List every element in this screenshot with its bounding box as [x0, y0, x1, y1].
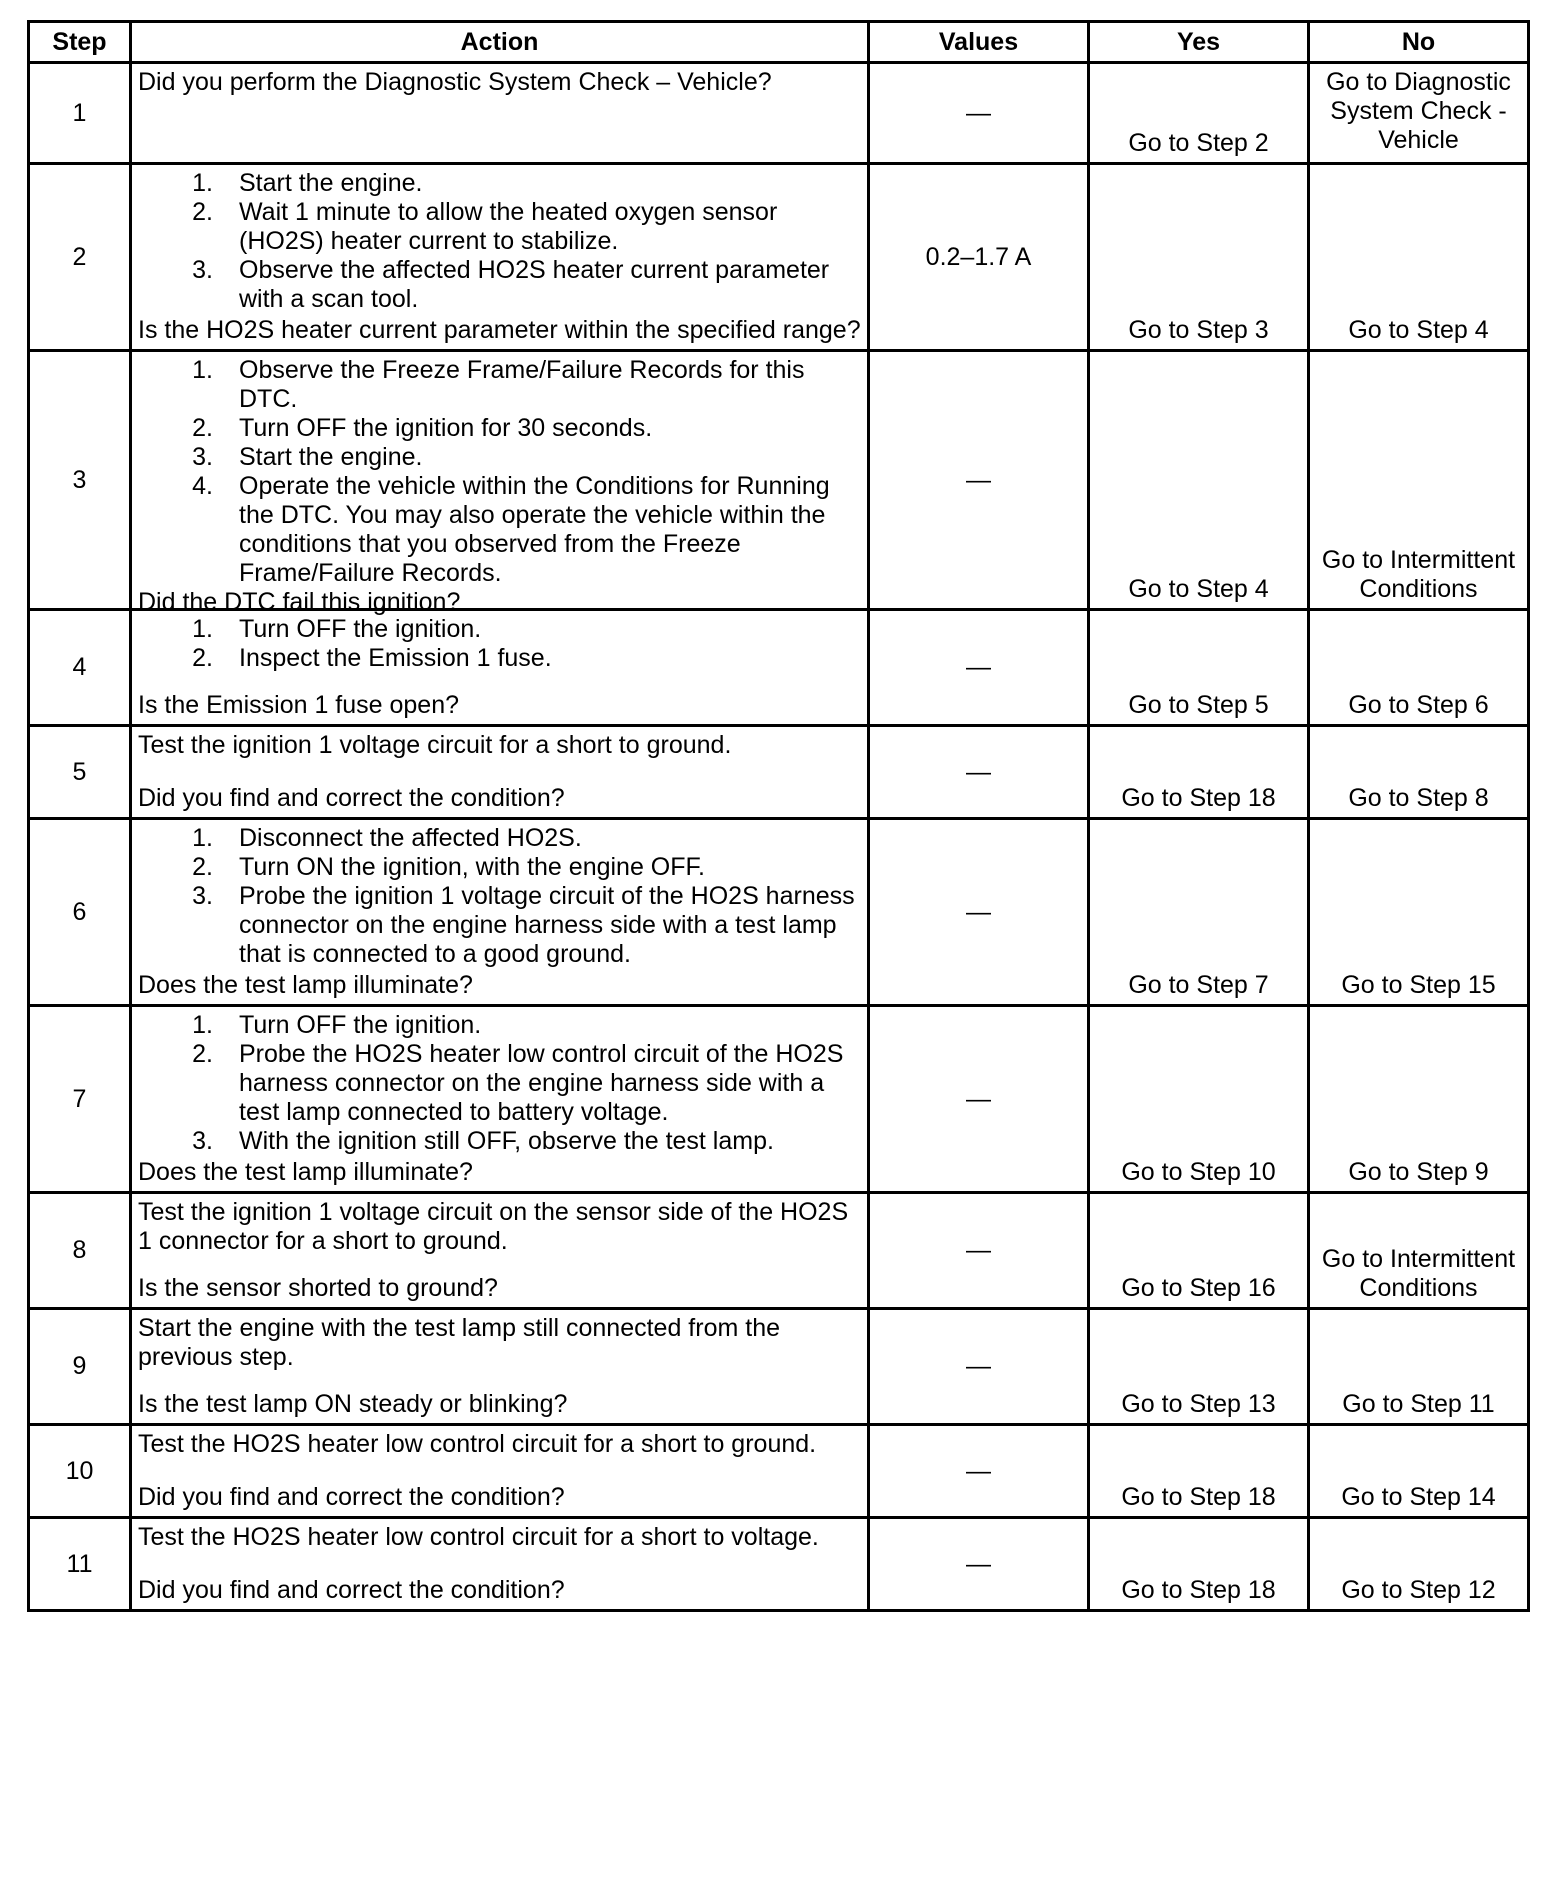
no-cell: Go to Intermittent Conditions	[1309, 351, 1529, 610]
no-cell: Go to Intermittent Conditions	[1309, 1193, 1529, 1309]
table-row	[29, 164, 1529, 351]
table-row	[29, 1518, 1529, 1611]
action-step-text: Inspect the Emission 1 fuse.	[239, 644, 552, 672]
step-number: 11	[29, 1518, 131, 1611]
step-number: 7	[29, 1006, 131, 1193]
step-number: 1	[29, 63, 131, 164]
action-step-item	[138, 1011, 861, 1040]
action-question: Is the Emission 1 fuse open?	[138, 691, 460, 719]
no-cell: Go to Step 8	[1309, 726, 1529, 819]
table-row	[29, 1193, 1529, 1309]
action-steps-list	[138, 1011, 861, 1156]
action-step-number: 3.	[192, 1127, 213, 1155]
step-number: 5	[29, 726, 131, 819]
action-step-text: Operate the vehicle within the Conditions for Running the DTC. You may also operate the vehicle within the conditions that you observed from the Freeze Frame/Failure Records.	[239, 472, 830, 587]
action-text: Did you perform the Diagnostic System Check – Vehicle?	[138, 68, 772, 96]
action-text: Test the ignition 1 voltage circuit for a short to ground.	[138, 731, 732, 759]
yes-cell: Go to Step 4	[1089, 351, 1309, 610]
action-question: Did you find and correct the condition?	[138, 1576, 565, 1604]
action-cell	[131, 164, 869, 351]
action-step-item	[138, 356, 861, 414]
no-cell: Go to Step 11	[1309, 1309, 1529, 1425]
action-steps-list	[138, 169, 861, 314]
action-question: Did you find and correct the condition?	[138, 784, 565, 812]
action-step-number: 2.	[192, 1040, 213, 1068]
action-cell	[131, 610, 869, 726]
action-step-text: Turn OFF the ignition for 30 seconds.	[239, 414, 653, 442]
value-cell: 0.2–1.7 A	[869, 164, 1089, 351]
action-question: Is the test lamp ON steady or blinking?	[138, 1390, 568, 1418]
no-cell: Go to Diagnostic System Check - Vehicle	[1309, 63, 1529, 164]
yes-cell: Go to Step 16	[1089, 1193, 1309, 1309]
action-step-number: 4.	[192, 472, 213, 500]
value-cell: —	[869, 1309, 1089, 1425]
table-row	[29, 610, 1529, 726]
yes-cell: Go to Step 2	[1089, 63, 1309, 164]
action-question: Is the HO2S heater current parameter within the specified range?	[138, 316, 861, 344]
action-step-item	[138, 853, 861, 882]
step-number: 6	[29, 819, 131, 1006]
action-question: Did the DTC fail this ignition?	[138, 588, 461, 616]
action-step-item	[138, 882, 861, 969]
action-step-number: 1.	[192, 169, 213, 197]
table-row	[29, 1425, 1529, 1518]
value-cell: —	[869, 351, 1089, 610]
header-action: Action	[131, 22, 869, 63]
header-row	[29, 22, 1529, 63]
value-cell: —	[869, 1425, 1089, 1518]
action-cell	[131, 1518, 869, 1611]
header-no: No	[1309, 22, 1529, 63]
yes-cell: Go to Step 5	[1089, 610, 1309, 726]
action-step-number: 3.	[192, 882, 213, 910]
action-step-number: 1.	[192, 356, 213, 384]
table-row	[29, 1006, 1529, 1193]
action-step-text: Wait 1 minute to allow the heated oxygen sensor (HO2S) heater current to stabilize.	[239, 198, 778, 255]
action-step-number: 2.	[192, 853, 213, 881]
action-text: Test the HO2S heater low control circuit for a short to ground.	[138, 1430, 817, 1458]
header-yes: Yes	[1089, 22, 1309, 63]
yes-cell: Go to Step 18	[1089, 1425, 1309, 1518]
action-step-number: 2.	[192, 644, 213, 672]
action-step-item	[138, 472, 861, 588]
action-question: Does the test lamp illuminate?	[138, 971, 473, 999]
yes-cell: Go to Step 3	[1089, 164, 1309, 351]
action-steps-list	[138, 615, 861, 673]
table-row	[29, 819, 1529, 1006]
action-step-item	[138, 443, 861, 472]
no-cell: Go to Step 6	[1309, 610, 1529, 726]
action-cell	[131, 1425, 869, 1518]
value-cell: —	[869, 1193, 1089, 1309]
value-cell: —	[869, 1518, 1089, 1611]
value-cell: —	[869, 819, 1089, 1006]
action-steps-list	[138, 824, 861, 969]
action-step-number: 1.	[192, 824, 213, 852]
no-cell: Go to Step 15	[1309, 819, 1529, 1006]
action-step-item	[138, 1127, 861, 1156]
no-cell: Go to Step 9	[1309, 1006, 1529, 1193]
action-question: Did you find and correct the condition?	[138, 1483, 565, 1511]
action-question: Is the sensor shorted to ground?	[138, 1274, 498, 1302]
action-step-text: Turn ON the ignition, with the engine OFF.	[239, 853, 705, 881]
action-step-text: Probe the ignition 1 voltage circuit of the HO2S harness connector on the engine harness side with a test lamp that is connected to a good ground.	[239, 882, 855, 968]
header-step: Step	[29, 22, 131, 63]
action-step-item	[138, 644, 861, 673]
diagnostic-table	[27, 20, 1530, 1612]
action-step-text: Turn OFF the ignition.	[239, 1011, 482, 1039]
step-number: 10	[29, 1425, 131, 1518]
table-row	[29, 351, 1529, 610]
action-text: Test the ignition 1 voltage circuit on the sensor side of the HO2S 1 connector for a short to ground.	[138, 1198, 849, 1255]
step-number: 9	[29, 1309, 131, 1425]
yes-cell: Go to Step 18	[1089, 1518, 1309, 1611]
action-text: Start the engine with the test lamp still connected from the previous step.	[138, 1314, 781, 1371]
action-step-text: Disconnect the affected HO2S.	[239, 824, 582, 852]
action-cell	[131, 819, 869, 1006]
action-step-text: Probe the HO2S heater low control circuit of the HO2S harness connector on the engine harness side with a test lamp connected to battery voltage.	[239, 1040, 844, 1126]
action-step-text: Start the engine.	[239, 443, 423, 471]
table-body	[29, 63, 1529, 1611]
action-steps-list	[138, 356, 861, 588]
step-number: 2	[29, 164, 131, 351]
action-step-item	[138, 1040, 861, 1127]
yes-cell: Go to Step 13	[1089, 1309, 1309, 1425]
value-cell: —	[869, 726, 1089, 819]
action-step-text: Start the engine.	[239, 169, 423, 197]
action-step-text: Observe the Freeze Frame/Failure Records for this DTC.	[239, 356, 805, 413]
action-cell	[131, 726, 869, 819]
table-row	[29, 63, 1529, 164]
action-step-number: 1.	[192, 615, 213, 643]
action-step-item	[138, 169, 861, 198]
yes-cell: Go to Step 18	[1089, 726, 1309, 819]
no-cell: Go to Step 14	[1309, 1425, 1529, 1518]
action-step-text: With the ignition still OFF, observe the test lamp.	[239, 1127, 774, 1155]
action-step-item	[138, 198, 861, 256]
action-cell	[131, 1006, 869, 1193]
action-cell	[131, 63, 869, 164]
action-step-text: Observe the affected HO2S heater current parameter with a scan tool.	[239, 256, 830, 313]
action-step-item	[138, 256, 861, 314]
table-row	[29, 1309, 1529, 1425]
value-cell: —	[869, 1006, 1089, 1193]
no-cell: Go to Step 4	[1309, 164, 1529, 351]
action-step-number: 3.	[192, 256, 213, 284]
step-number: 4	[29, 610, 131, 726]
action-cell	[131, 351, 869, 616]
value-cell: —	[869, 63, 1089, 164]
action-text: Test the HO2S heater low control circuit for a short to voltage.	[138, 1523, 819, 1551]
action-cell	[131, 1309, 869, 1425]
action-step-number: 3.	[192, 443, 213, 471]
no-cell: Go to Step 12	[1309, 1518, 1529, 1611]
header-values: Values	[869, 22, 1089, 63]
value-cell: —	[869, 610, 1089, 726]
action-step-text: Turn OFF the ignition.	[239, 615, 482, 643]
action-step-item	[138, 615, 861, 644]
step-number: 3	[29, 351, 131, 610]
action-step-item	[138, 824, 861, 853]
yes-cell: Go to Step 10	[1089, 1006, 1309, 1193]
action-step-item	[138, 414, 861, 443]
yes-cell: Go to Step 7	[1089, 819, 1309, 1006]
step-number: 8	[29, 1193, 131, 1309]
action-question: Does the test lamp illuminate?	[138, 1158, 473, 1186]
action-cell	[131, 1193, 869, 1309]
action-step-number: 2.	[192, 414, 213, 442]
table-row	[29, 726, 1529, 819]
action-step-number: 1.	[192, 1011, 213, 1039]
action-step-number: 2.	[192, 198, 213, 226]
